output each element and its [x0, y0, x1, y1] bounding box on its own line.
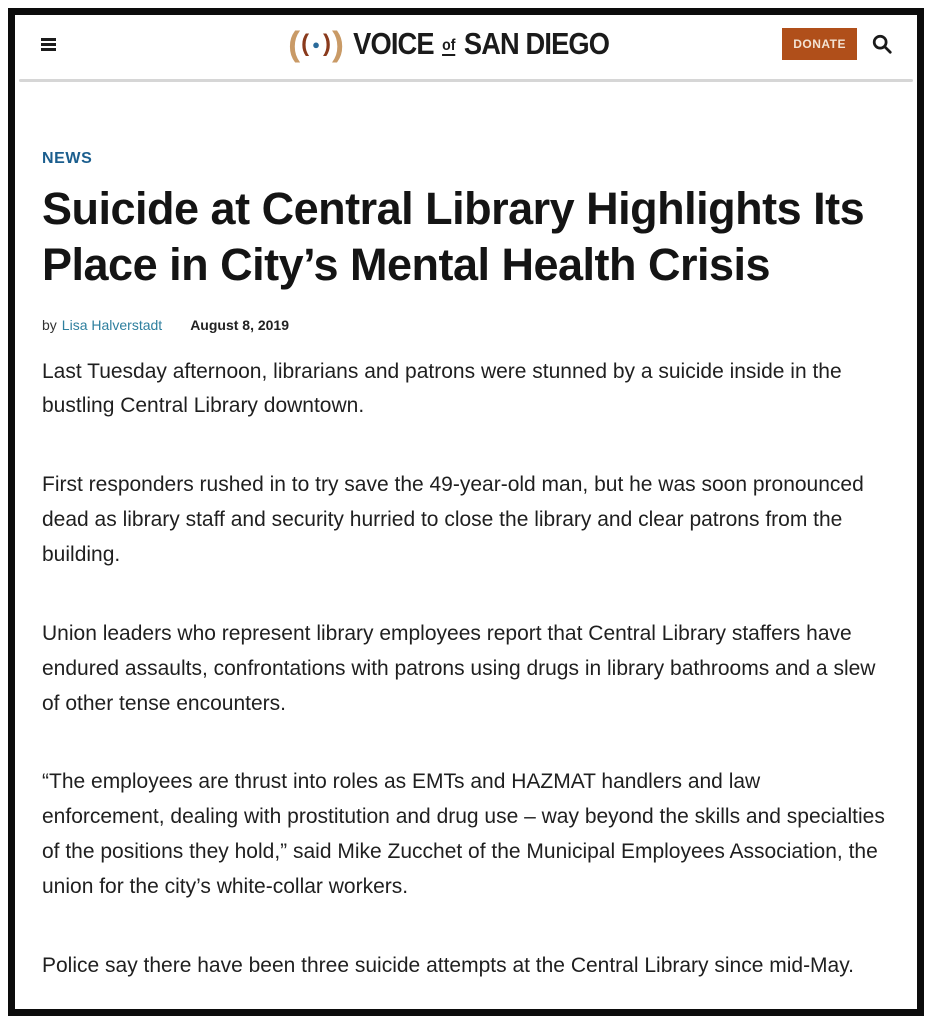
article-body: [42, 355, 887, 984]
site-header: [15, 15, 917, 73]
article-paragraph: Union leaders who represent library employees report that Central Library staffers have endured assaults, confrontations with patrons using drugs in library bathrooms and a slew of other tense encounters.: [42, 621, 876, 715]
header-actions: [782, 28, 893, 60]
article-paragraph: Police say there have been three suicide attempts at the Central Library since mid-May.: [42, 953, 855, 977]
menu-hamburger-icon[interactable]: [41, 36, 59, 53]
category-label[interactable]: NEWS: [42, 150, 93, 167]
author-link[interactable]: Lisa Halverstadt: [61, 316, 163, 333]
logo-word-voice: VOICE: [353, 26, 434, 61]
search-button[interactable]: [871, 33, 893, 55]
article: [15, 82, 917, 984]
article-paragraph: “The employees are thrust into roles as EMTs and HAZMAT handlers and law enforcement, dealing with prostitution and drug use – way beyond the skills and specialties of the positions they hold,” said Mike Zucchet of the Municipal Employees Association, the union for the city’s white-collar workers.: [42, 770, 885, 899]
article-headline: Suicide at Central Library Highlights Its Place in City’s Mental Health Crisis: [42, 183, 865, 290]
logo-mark-right-inner: ): [323, 30, 332, 57]
soundwave-logo-icon: [288, 26, 344, 62]
logo-word-sandiego: SAN DIEGO: [463, 26, 609, 61]
logo-mark-left-inner: (: [301, 30, 310, 57]
article-paragraph: First responders rushed in to try save the 49-year-old man, but he was soon pronounced dead as library staff and security hurried to close the library and clear patrons from the building.: [42, 473, 864, 567]
donate-button[interactable]: DONATE: [782, 28, 857, 60]
logo-mark-right-outer: ): [332, 24, 345, 63]
logo-mark-dot: ●: [312, 36, 321, 52]
site-logo[interactable]: [288, 26, 644, 62]
publish-date: August 8, 2019: [190, 316, 290, 333]
search-icon: [871, 33, 893, 55]
logo-wordmark: [353, 26, 609, 62]
article-paragraph: Last Tuesday afternoon, librarians and patrons were stunned by a suicide inside in the bustling Central Library downtown.: [42, 359, 842, 418]
logo-mark-left-outer: (: [288, 24, 301, 63]
byline: [42, 317, 887, 333]
byline-prefix: by: [42, 316, 57, 333]
page-frame: [8, 8, 924, 1016]
logo-word-of: of: [441, 37, 456, 54]
